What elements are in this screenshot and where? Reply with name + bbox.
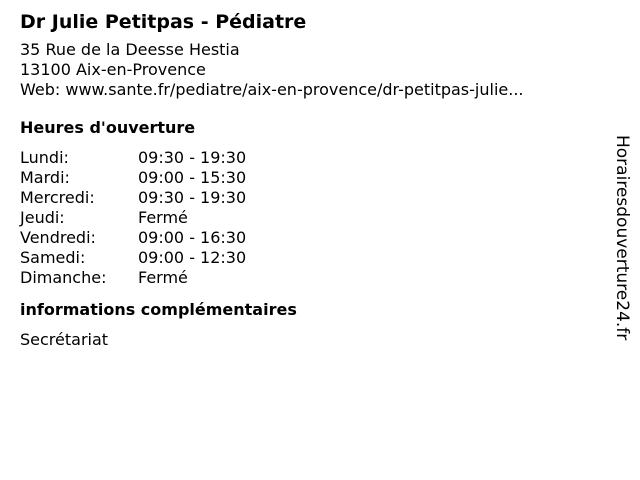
page-title: Dr Julie Petitpas - Pédiatre [20,11,307,33]
day-label: Mercredi: [20,188,95,207]
day-label: Jeudi: [20,208,65,227]
info-heading: informations complémentaires [20,300,297,319]
hours-heading: Heures d'ouverture [20,118,196,137]
info-text: Secrétariat [20,330,109,349]
website-link[interactable]: Web: www.sante.fr/pediatre/aix-en-provence/dr-petitpas-julie... [20,80,524,99]
hours-row-vendredi [20,228,590,248]
hours-row-mercredi [20,188,590,208]
opening-hours-table [20,148,590,288]
time-value: 09:30 - 19:30 [138,188,247,207]
doctor-card [20,8,590,350]
address-city: 13100 Aix-en-Provence [20,60,206,79]
day-label: Mardi: [20,168,70,187]
day-label: Lundi: [20,148,69,167]
time-value: 09:00 - 16:30 [138,228,247,247]
day-label: Dimanche: [20,268,107,287]
hours-row-jeudi [20,208,590,228]
hours-row-lundi [20,148,590,168]
time-value: Fermé [138,268,188,287]
brand-watermark: Horairesdouverture24.fr [612,135,632,341]
time-value: 09:30 - 19:30 [138,148,247,167]
time-value: 09:00 - 12:30 [138,248,247,267]
address-street: 35 Rue de la Deesse Hestia [20,40,240,59]
hours-row-dimanche [20,268,590,288]
address-block [20,40,590,100]
time-value: 09:00 - 15:30 [138,168,247,187]
hours-row-samedi [20,248,590,268]
hours-row-mardi [20,168,590,188]
time-value: Fermé [138,208,188,227]
day-label: Vendredi: [20,228,96,247]
day-label: Samedi: [20,248,86,267]
